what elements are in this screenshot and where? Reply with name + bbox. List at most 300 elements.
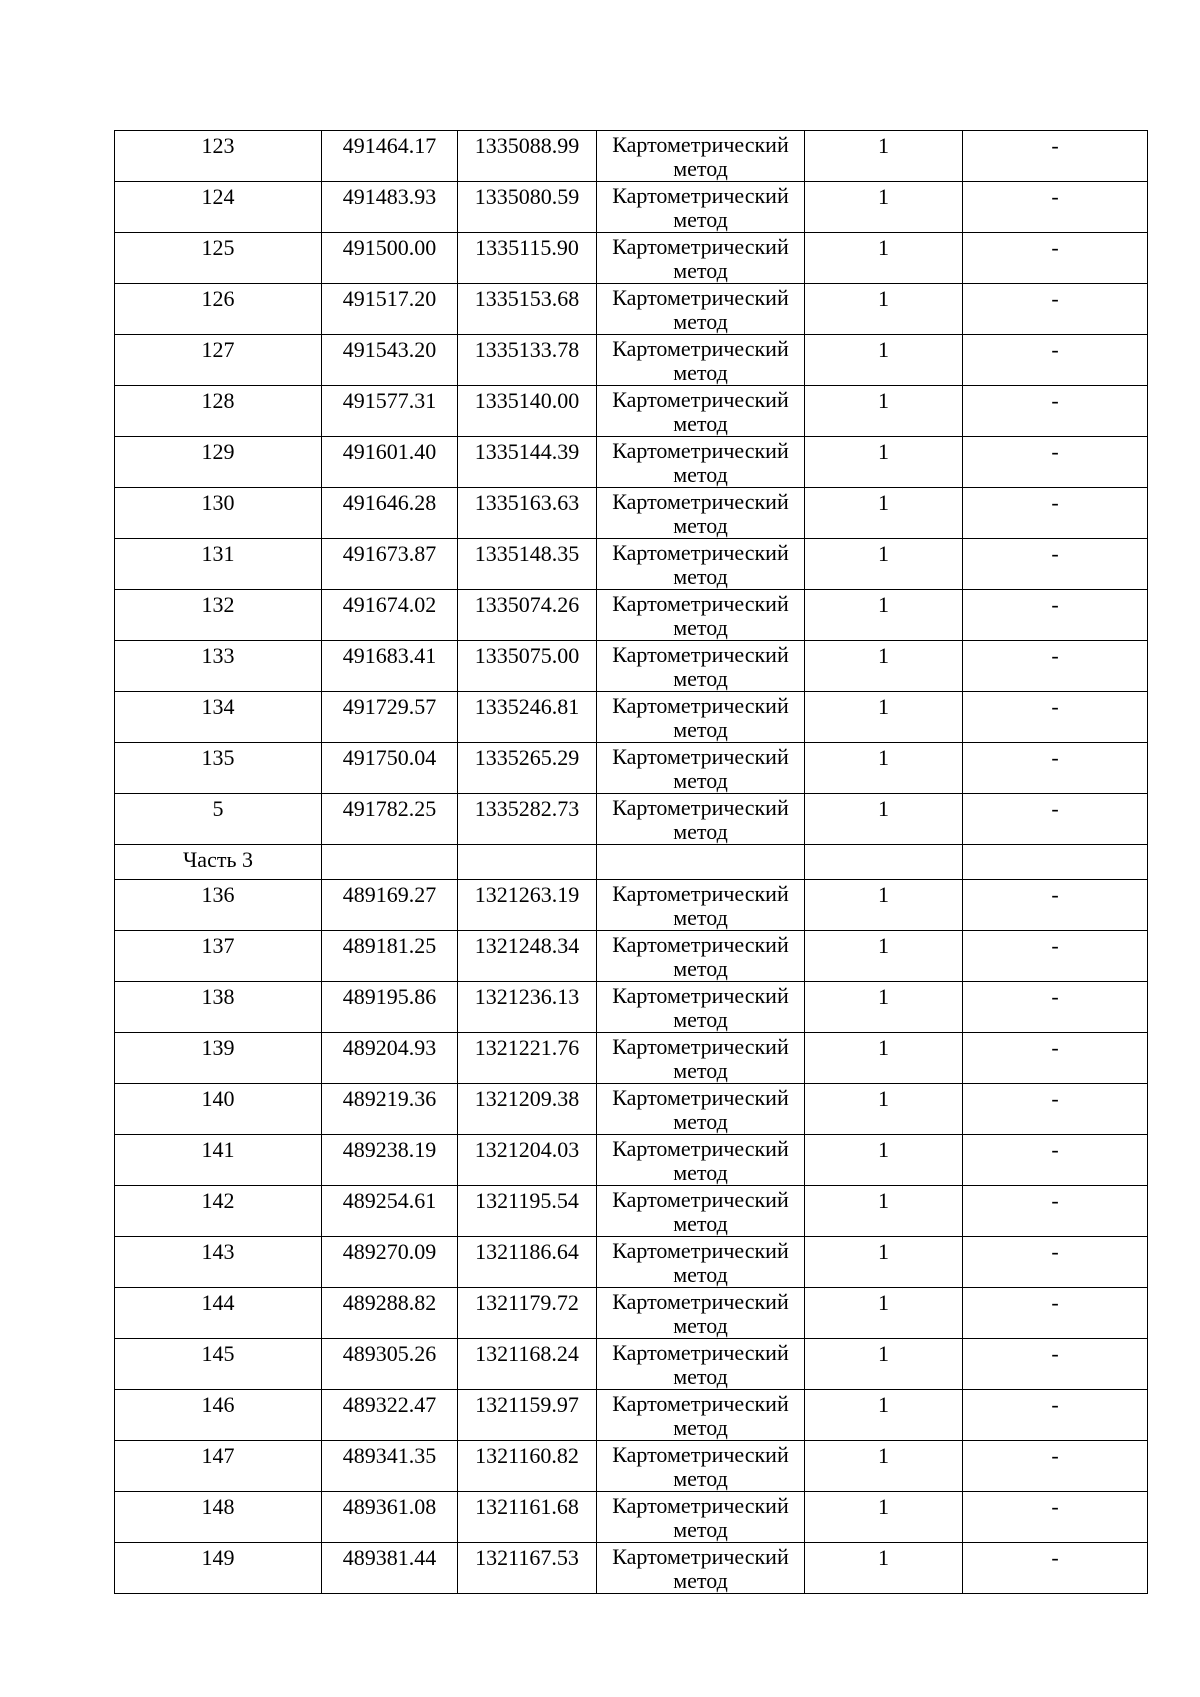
coordinate-y: 1321195.54 [475,1188,579,1213]
point-number: 145 [201,1341,235,1366]
method-cell [597,794,805,845]
method: Картометрический метод [612,234,789,283]
note-cell [963,1033,1148,1084]
point-number-cell [115,488,322,539]
point-number-cell [115,1186,322,1237]
coordinate-y-cell [458,335,597,386]
method: Картометрический метод [612,1289,789,1338]
accuracy: 1 [878,490,889,515]
coordinate-x-cell [322,794,458,845]
note-cell [963,1492,1148,1543]
point-number-cell [115,1390,322,1441]
point-number: 134 [201,694,235,719]
table-row [115,982,1148,1033]
note: - [1051,643,1059,668]
accuracy: 1 [878,796,889,821]
method-cell [597,182,805,233]
coordinate-x-cell [322,539,458,590]
note: - [1051,1239,1059,1264]
accuracy: 1 [878,235,889,260]
table-row [115,539,1148,590]
note-cell [963,284,1148,335]
method-cell [597,641,805,692]
coordinate-y-cell [458,386,597,437]
method-cell [597,1339,805,1390]
coordinate-x-cell [322,335,458,386]
table-row [115,1390,1148,1441]
coordinate-y-cell [458,1390,597,1441]
coordinate-x-cell [322,284,458,335]
coordinate-x: 491500.00 [342,235,437,260]
note-cell [963,743,1148,794]
coordinate-y: 1321179.72 [475,1290,579,1315]
method: Картометрический метод [612,1034,789,1083]
coordinate-x: 489381.44 [342,1545,437,1570]
method: Картометрический метод [612,1493,789,1542]
method-cell [597,1390,805,1441]
method-cell [597,437,805,488]
coordinate-x: 489361.08 [342,1494,437,1519]
point-number-cell [115,182,322,233]
coordinate-x-cell [322,1390,458,1441]
point-number-cell [115,590,322,641]
coordinate-y-cell [458,1288,597,1339]
accuracy: 1 [878,1290,889,1315]
coordinate-x-cell [322,692,458,743]
point-number-cell [115,1135,322,1186]
method-cell [597,335,805,386]
point-number: 133 [201,643,235,668]
method: Картометрический метод [612,1391,789,1440]
point-number: 149 [201,1545,235,1570]
accuracy: 1 [878,1086,889,1111]
accuracy-cell [805,1033,963,1084]
coordinate-y: 1321186.64 [475,1239,579,1264]
coordinate-y: 1335140.00 [474,388,580,413]
coordinate-y-cell [458,1186,597,1237]
note: - [1051,388,1059,413]
point-number: 129 [201,439,235,464]
table-row [115,1441,1148,1492]
method: Картометрический метод [612,795,789,844]
note-cell [963,131,1148,182]
coordinate-y-cell [458,437,597,488]
coordinate-y-cell [458,1084,597,1135]
method-cell [597,692,805,743]
table-row [115,437,1148,488]
coordinate-x: 489181.25 [342,933,437,958]
method: Картометрический метод [612,1136,789,1185]
accuracy: 1 [878,592,889,617]
method-cell [597,233,805,284]
coordinate-x-cell [322,743,458,794]
coordinate-x-cell [322,488,458,539]
point-number: 137 [201,933,235,958]
note: - [1051,1188,1059,1213]
note-cell [963,982,1148,1033]
coordinate-y: 1335088.99 [474,133,580,158]
method-cell [597,1441,805,1492]
point-number: 124 [201,184,235,209]
note: - [1051,694,1059,719]
point-number: 128 [201,388,235,413]
coordinate-y-cell [458,641,597,692]
accuracy: 1 [878,933,889,958]
coordinate-x-cell [322,386,458,437]
method-cell [597,488,805,539]
accuracy-cell [805,284,963,335]
coordinate-y-cell [458,982,597,1033]
coordinate-x-cell [322,1084,458,1135]
coordinate-y: 1335163.63 [474,490,580,515]
method: Картометрический метод [612,540,789,589]
note-cell [963,1186,1148,1237]
method: Картометрический метод [612,285,789,334]
coordinates-table-body [115,131,1148,1594]
coordinate-y: 1335246.81 [474,694,580,719]
coordinate-y-cell [458,931,597,982]
accuracy-cell [805,1390,963,1441]
coordinate-x-cell [322,437,458,488]
method: Картометрический метод [612,983,789,1032]
part-label: Часть 3 [183,847,253,872]
point-number-cell [115,1441,322,1492]
point-number-cell [115,982,322,1033]
accuracy: 1 [878,745,889,770]
note-cell [963,794,1148,845]
accuracy-cell [805,1135,963,1186]
note: - [1051,1545,1059,1570]
point-number: 127 [201,337,235,362]
coordinate-y-cell [458,539,597,590]
note-cell [963,1390,1148,1441]
coordinate-y-cell [458,131,597,182]
note-cell [963,931,1148,982]
method-cell [597,386,805,437]
coordinate-y-cell [458,880,597,931]
point-number: 142 [201,1188,235,1213]
method-cell [597,131,805,182]
coordinate-x-cell [322,1543,458,1594]
coordinate-x-cell [322,982,458,1033]
point-number-cell [115,931,322,982]
coordinate-x: 491601.40 [342,439,437,464]
accuracy-cell [805,931,963,982]
coordinate-y: 1335075.00 [474,643,580,668]
coordinate-x-cell [322,1186,458,1237]
point-number: 136 [201,882,235,907]
point-number-cell [115,794,322,845]
point-number: 139 [201,1035,235,1060]
table-row [115,880,1148,931]
note-cell [963,1543,1148,1594]
method-cell [597,931,805,982]
point-number-cell [115,1237,322,1288]
table-row [115,284,1148,335]
table-row [115,931,1148,982]
note: - [1051,286,1059,311]
method-cell [597,1288,805,1339]
coordinate-x: 491517.20 [342,286,437,311]
accuracy: 1 [878,694,889,719]
coordinate-y: 1321263.19 [474,882,580,907]
point-number-cell [115,743,322,794]
note: - [1051,1443,1059,1468]
coordinate-x-cell [322,590,458,641]
point-number-cell [115,335,322,386]
method: Картометрический метод [612,1442,789,1491]
coordinate-x: 491683.41 [342,643,437,668]
empty-cell [458,845,597,880]
table-row [115,182,1148,233]
note-cell [963,539,1148,590]
method-cell [597,1237,805,1288]
note: - [1051,1392,1059,1417]
coordinate-x-cell [322,1339,458,1390]
note: - [1051,490,1059,515]
coordinate-x: 491674.02 [342,592,437,617]
point-number-cell [115,1339,322,1390]
method-cell [597,590,805,641]
note: - [1051,235,1059,260]
coordinate-y: 1335153.68 [474,286,580,311]
accuracy-cell [805,590,963,641]
coordinate-x: 489219.36 [342,1086,437,1111]
method: Картометрический метод [612,693,789,742]
accuracy: 1 [878,1239,889,1264]
method-cell [597,284,805,335]
accuracy-cell [805,1237,963,1288]
coordinate-y: 1321221.76 [474,1035,580,1060]
point-number-cell [115,641,322,692]
coordinate-y: 1335115.90 [475,235,579,260]
coordinate-y-cell [458,1543,597,1594]
note-cell [963,233,1148,284]
accuracy-cell [805,539,963,590]
note-cell [963,692,1148,743]
note: - [1051,592,1059,617]
method: Картометрический метод [612,642,789,691]
accuracy-cell [805,1543,963,1594]
note: - [1051,984,1059,1009]
note-cell [963,1237,1148,1288]
method: Картометрический метод [612,1085,789,1134]
table-row [115,743,1148,794]
accuracy-cell [805,1441,963,1492]
point-number-cell [115,1033,322,1084]
table-row [115,590,1148,641]
table-row [115,1033,1148,1084]
note: - [1051,1137,1059,1162]
accuracy-cell [805,386,963,437]
accuracy: 1 [878,541,889,566]
accuracy-cell [805,182,963,233]
point-number-cell [115,131,322,182]
coordinate-x-cell [322,1492,458,1543]
method: Картометрический метод [612,1544,789,1593]
table-row [115,692,1148,743]
part-label-cell [115,845,322,880]
point-number-cell [115,284,322,335]
accuracy: 1 [878,337,889,362]
coordinate-y-cell [458,590,597,641]
note-cell [963,1339,1148,1390]
note: - [1051,439,1059,464]
note: - [1051,745,1059,770]
point-number: 140 [201,1086,235,1111]
coordinate-x: 491464.17 [342,133,437,158]
empty-cell [805,845,963,880]
coordinate-x-cell [322,1441,458,1492]
point-number: 138 [201,984,235,1009]
accuracy: 1 [878,1392,889,1417]
point-number-cell [115,1543,322,1594]
method: Картометрический метод [612,183,789,232]
point-number: 147 [201,1443,235,1468]
note: - [1051,337,1059,362]
note: - [1051,1494,1059,1519]
method-cell [597,982,805,1033]
method: Картометрический метод [612,1187,789,1236]
note-cell [963,590,1148,641]
empty-cell [322,845,458,880]
point-number-cell [115,437,322,488]
method-cell [597,1543,805,1594]
note: - [1051,1290,1059,1315]
point-number-cell [115,539,322,590]
method: Картометрический метод [612,881,789,930]
point-number: 135 [201,745,235,770]
accuracy-cell [805,1492,963,1543]
note-cell [963,1288,1148,1339]
coordinate-x: 489169.27 [342,882,437,907]
coordinate-y: 1321168.24 [475,1341,579,1366]
note: - [1051,882,1059,907]
accuracy-cell [805,131,963,182]
point-number: 146 [201,1392,235,1417]
coordinate-x: 491750.04 [342,745,437,770]
coordinate-x-cell [322,182,458,233]
accuracy: 1 [878,1188,889,1213]
accuracy: 1 [878,1443,889,1468]
accuracy: 1 [878,882,889,907]
coordinate-y: 1335265.29 [474,745,580,770]
note-cell [963,488,1148,539]
accuracy: 1 [878,643,889,668]
note-cell [963,880,1148,931]
coordinate-y: 1335282.73 [474,796,580,821]
method-cell [597,880,805,931]
note-cell [963,386,1148,437]
coordinate-x: 491483.93 [342,184,437,209]
coordinate-x: 489341.35 [342,1443,437,1468]
coordinate-x-cell [322,1033,458,1084]
coordinate-x: 491577.31 [342,388,437,413]
table-row [115,131,1148,182]
accuracy-cell [805,880,963,931]
note-cell [963,335,1148,386]
coordinate-y: 1335133.78 [474,337,580,362]
coordinate-y-cell [458,1339,597,1390]
note: - [1051,796,1059,821]
coordinate-x: 489238.19 [342,1137,437,1162]
coordinate-y: 1321160.82 [475,1443,579,1468]
method: Картометрический метод [612,387,789,436]
method: Картометрический метод [612,744,789,793]
method: Картометрический метод [612,132,789,181]
coordinate-x: 491782.25 [342,796,437,821]
coordinate-y-cell [458,794,597,845]
accuracy-cell [805,794,963,845]
coordinate-x-cell [322,233,458,284]
coordinate-y: 1335148.35 [474,541,580,566]
method-cell [597,743,805,794]
point-number: 5 [212,796,224,821]
note: - [1051,541,1059,566]
coordinate-x: 491543.20 [342,337,437,362]
coordinate-y: 1321167.53 [475,1545,579,1570]
table-row [115,1237,1148,1288]
coordinate-y: 1321209.38 [474,1086,580,1111]
accuracy-cell [805,1084,963,1135]
note: - [1051,1341,1059,1366]
accuracy-cell [805,1339,963,1390]
point-number-cell [115,1492,322,1543]
table-row [115,233,1148,284]
coordinate-x: 489288.82 [342,1290,437,1315]
coordinate-y-cell [458,1237,597,1288]
coordinate-x: 489270.09 [342,1239,437,1264]
method: Картометрический метод [612,438,789,487]
point-number-cell [115,386,322,437]
method: Картометрический метод [612,591,789,640]
accuracy: 1 [878,1494,889,1519]
note-cell [963,437,1148,488]
coordinate-y-cell [458,1441,597,1492]
accuracy-cell [805,233,963,284]
coordinate-x: 491673.87 [342,541,437,566]
point-number-cell [115,880,322,931]
table-row [115,1288,1148,1339]
method-cell [597,1033,805,1084]
point-number: 123 [201,133,235,158]
accuracy-cell [805,488,963,539]
method: Картометрический метод [612,1340,789,1389]
note: - [1051,133,1059,158]
note-cell [963,1135,1148,1186]
note: - [1051,1035,1059,1060]
point-number: 143 [201,1239,235,1264]
method: Картометрический метод [612,932,789,981]
accuracy-cell [805,335,963,386]
accuracy: 1 [878,133,889,158]
accuracy-cell [805,692,963,743]
coordinate-x-cell [322,880,458,931]
point-number: 131 [201,541,235,566]
table-row [115,1186,1148,1237]
method-cell [597,539,805,590]
coordinate-y-cell [458,1033,597,1084]
note: - [1051,1086,1059,1111]
coordinate-x: 489322.47 [342,1392,437,1417]
table-row [115,641,1148,692]
coordinate-x: 489305.26 [342,1341,437,1366]
table-row [115,386,1148,437]
coordinate-y-cell [458,743,597,794]
coordinate-y: 1321204.03 [474,1137,580,1162]
table-row [115,1543,1148,1594]
accuracy: 1 [878,984,889,1009]
